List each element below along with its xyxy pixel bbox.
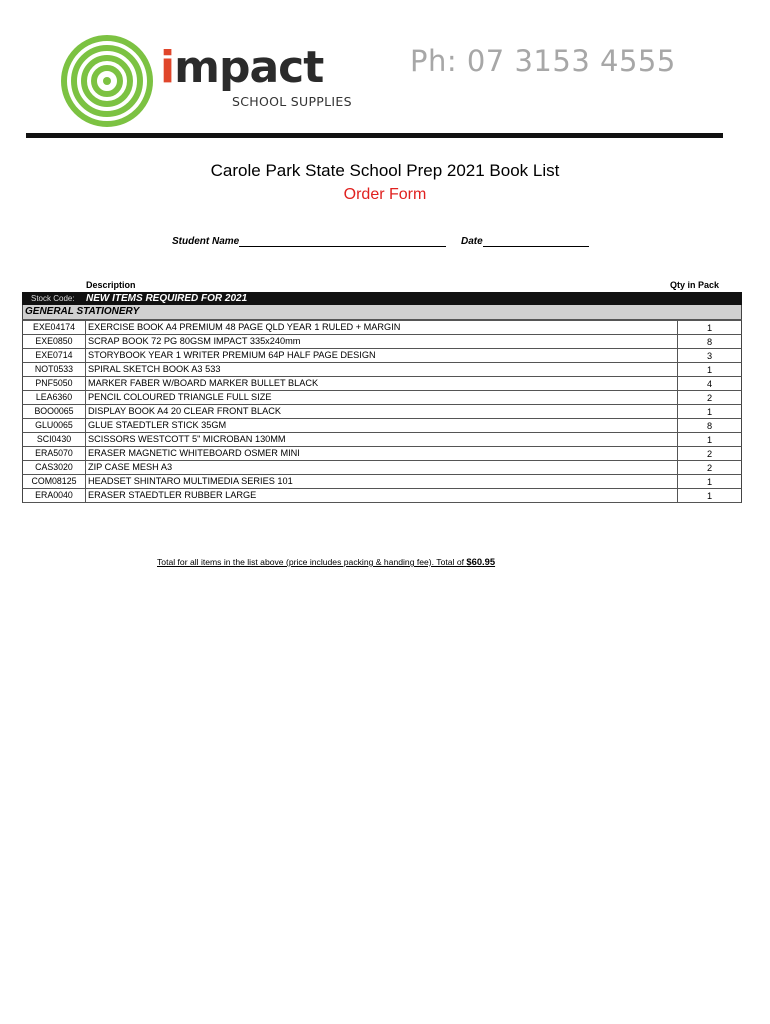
description-cell: PENCIL COLOURED TRIANGLE FULL SIZE: [88, 392, 272, 402]
stock-code-label: Stock Code:: [31, 294, 75, 303]
qty-cell: 3: [677, 349, 741, 362]
qty-cell: 2: [677, 447, 741, 460]
impact-logo: [60, 34, 360, 124]
logo-wordmark: impact: [160, 42, 324, 93]
stock-code-cell: ERA0040: [23, 489, 86, 502]
logo-subtitle: SCHOOL SUPPLIES: [232, 94, 352, 109]
student-name-field[interactable]: Student Name: [172, 236, 446, 247]
stock-code-cell: BOO0065: [23, 405, 86, 418]
table-row: [22, 461, 742, 475]
stock-code-cell: EXE0714: [23, 349, 86, 362]
header-divider: [26, 133, 723, 138]
qty-cell: 8: [677, 335, 741, 348]
description-cell: EXERCISE BOOK A4 PREMIUM 48 PAGE QLD YEAR 1 RULED + MARGIN: [88, 322, 401, 332]
qty-cell: 2: [677, 391, 741, 404]
stock-code-cell: LEA6360: [23, 391, 86, 404]
description-cell: STORYBOOK YEAR 1 WRITER PREMIUM 64P HALF PAGE DESIGN: [88, 350, 376, 360]
table-row: [22, 447, 742, 461]
table-row: [22, 349, 742, 363]
stock-code-cell: PNF5050: [23, 377, 86, 390]
table-row: [22, 335, 742, 349]
table-row: [22, 489, 742, 503]
table-row: [22, 475, 742, 489]
stock-code-cell: CAS3020: [23, 461, 86, 474]
qty-cell: 8: [677, 419, 741, 432]
table-row: [22, 433, 742, 447]
description-cell: HEADSET SHINTARO MULTIMEDIA SERIES 101: [88, 476, 293, 486]
date-field[interactable]: Date: [461, 236, 589, 247]
description-column-header: Description: [86, 280, 136, 290]
description-cell: ERASER STAEDTLER RUBBER LARGE: [88, 490, 257, 500]
stock-code-cell: EXE0850: [23, 335, 86, 348]
book-list-table: [22, 292, 742, 503]
table-row: [22, 320, 742, 335]
new-items-heading: NEW ITEMS REQUIRED FOR 2021: [86, 293, 248, 304]
stock-code-cell: EXE04174: [23, 321, 86, 334]
phone-number: Ph: 07 3153 4555: [410, 44, 676, 78]
table-row: [22, 377, 742, 391]
qty-cell: 4: [677, 377, 741, 390]
qty-cell: 1: [677, 475, 741, 488]
description-cell: SCISSORS WESTCOTT 5" MICROBAN 130MM: [88, 434, 286, 444]
concentric-rings-icon: [60, 34, 154, 128]
qty-cell: 2: [677, 461, 741, 474]
total-amount: $60.95: [466, 556, 496, 567]
table-row: [22, 405, 742, 419]
description-cell: GLUE STAEDTLER STICK 35GM: [88, 420, 227, 430]
stock-code-cell: SCI0430: [23, 433, 86, 446]
description-cell: DISPLAY BOOK A4 20 CLEAR FRONT BLACK: [88, 406, 282, 416]
table-row: [22, 419, 742, 433]
total-line: Total for all items in the list above (price includes packing & handing fee). Total of $60.95: [157, 556, 496, 567]
qty-cell: 1: [677, 363, 741, 376]
stock-code-cell: GLU0065: [23, 419, 86, 432]
qty-cell: 1: [677, 405, 741, 418]
page-subtitle: Order Form: [343, 186, 427, 203]
stock-code-cell: NOT0533: [23, 363, 86, 376]
table-header-band: [22, 292, 742, 305]
description-cell: ERASER MAGNETIC WHITEBOARD OSMER MINI: [88, 448, 300, 458]
description-cell: MARKER FABER W/BOARD MARKER BULLET BLACK: [88, 378, 319, 388]
qty-cell: 1: [677, 433, 741, 446]
stock-code-cell: ERA5070: [23, 447, 86, 460]
item-rows: [22, 319, 742, 503]
table-row: [22, 391, 742, 405]
table-row: [22, 363, 742, 377]
description-cell: SPIRAL SKETCH BOOK A3 533: [88, 364, 221, 374]
stock-code-cell: COM08125: [23, 475, 86, 488]
qty-column-header: Qty in Pack: [670, 280, 720, 290]
description-cell: SCRAP BOOK 72 PG 80GSM IMPACT 335x240mm: [88, 336, 301, 346]
section-heading: GENERAL STATIONERY: [22, 305, 742, 319]
description-cell: ZIP CASE MESH A3: [88, 462, 173, 472]
qty-cell: 1: [677, 489, 741, 502]
page-title: Carole Park State School Prep 2021 Book List: [210, 161, 560, 180]
qty-cell: 1: [677, 321, 741, 334]
